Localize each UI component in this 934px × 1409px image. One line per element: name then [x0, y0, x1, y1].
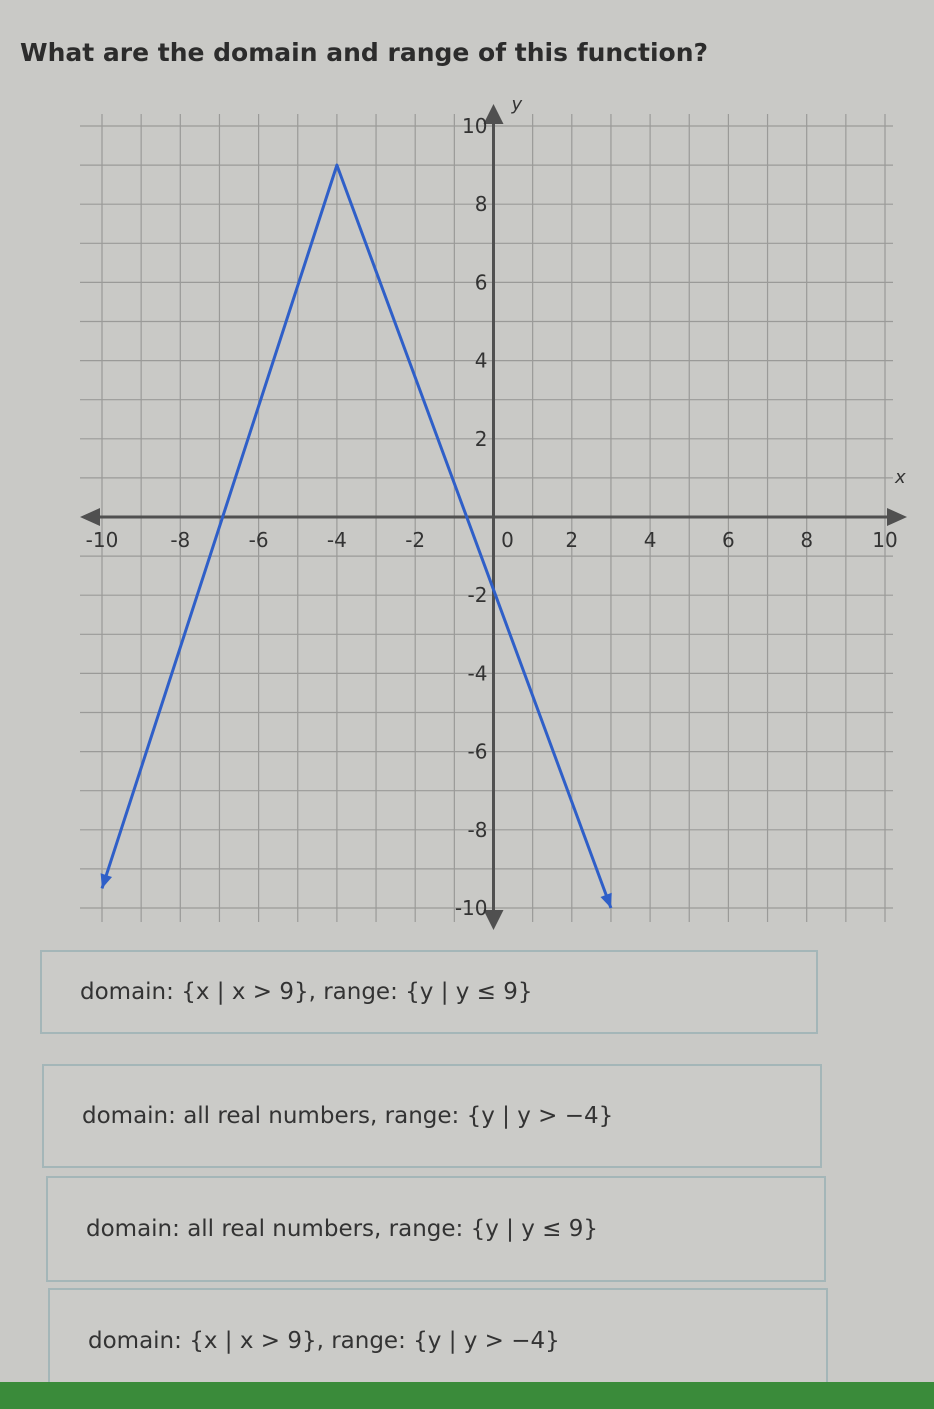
x-axis-left-arrow: [80, 508, 100, 526]
y-axis-label: y: [511, 94, 523, 115]
y-tick-label: 10: [462, 114, 488, 138]
y-tick-label: 4: [474, 348, 488, 373]
x-tick-label: -8: [170, 528, 191, 552]
x-axis-right-arrow: [887, 508, 907, 526]
y-tick-label: -6: [467, 739, 488, 764]
x-tick-label: 4: [643, 528, 657, 552]
x-tick-label: -4: [326, 528, 347, 552]
x-tick-label: 8: [800, 528, 814, 552]
x-tick-label: 6: [722, 528, 735, 552]
x-axis-label: x: [895, 467, 906, 488]
x-tick-label: 0: [501, 528, 514, 552]
footer-bar: [0, 1382, 934, 1409]
x-tick-label: 2: [565, 528, 579, 552]
y-tick-label: 6: [474, 270, 488, 295]
y-tick-label: -2: [467, 583, 488, 608]
function-right-arrow: [600, 893, 611, 908]
y-tick-label: -10: [454, 896, 488, 920]
y-tick-label: -4: [467, 661, 488, 686]
y-tick-label: -8: [467, 817, 488, 842]
answer-choice-3[interactable]: domain: all real numbers, range: {y | y ≤ 9}: [46, 1176, 826, 1282]
x-tick-label: -6: [248, 528, 269, 552]
y-tick-label: 8: [474, 192, 488, 217]
answer-choice-2[interactable]: domain: all real numbers, range: {y | y > −4}: [42, 1064, 822, 1168]
answer-choice-4[interactable]: domain: {x | x > 9}, range: {y | y > −4}: [48, 1288, 828, 1394]
function-graph: [0, 90, 934, 950]
y-tick-label: 2: [474, 426, 488, 451]
x-tick-label: 10: [872, 528, 898, 552]
function-left-arrow: [101, 873, 112, 888]
answer-choice-1[interactable]: domain: {x | x > 9}, range: {y | y ≤ 9}: [40, 950, 818, 1034]
x-tick-label: -2: [405, 528, 426, 552]
x-tick-label: -10: [85, 528, 119, 552]
question-text: What are the domain and range of this function?: [20, 38, 708, 67]
